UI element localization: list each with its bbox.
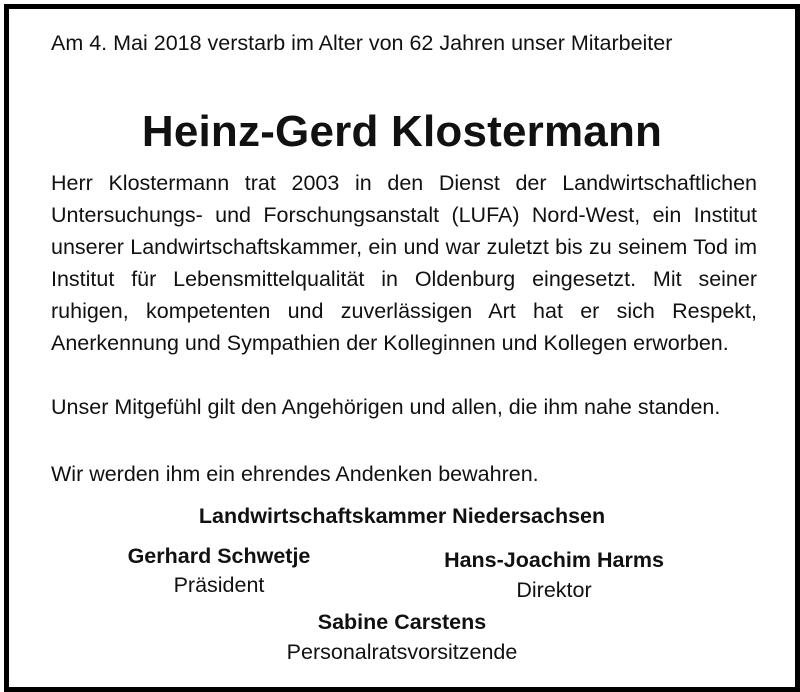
tribute-paragraph: Herr Klostermann trat 2003 in den Dienst der Landwirtschaftlichen Untersuchungs- und Forschungsanstalt (LUFA) Nord-West, ein Institut unserer Landwirtschaftskammer, ein und war zuletzt bis zu seinem Tod im Institut für Lebensmittelqualität in Oldenburg eingesetzt. Mit seiner ruhigen, kompetenten und zuverlässigen Art hat er sich Respekt, Anerkennung und Sympathien der Kolleginnen und Kollegen erworben. (51, 171, 757, 355)
condolence-paragraph: Unser Mitgefühl gilt den Angehörigen und allen, die ihm nahe standen. (51, 395, 721, 419)
organization-name: Landwirtschaftskammer Niedersachsen (198, 504, 606, 528)
signer-name: Hans-Joachim Harms (444, 548, 664, 572)
intro-text: Am 4. Mai 2018 verstarb im Alter von 62 Jahren unser Mitarbeiter (51, 31, 673, 55)
deceased-name: Heinz-Gerd Klostermann (141, 107, 663, 156)
signer-role: Präsident (173, 573, 265, 597)
signer-name: Gerhard Schwetje (127, 544, 311, 568)
signer-name: Sabine Carstens (317, 610, 487, 634)
signer-role: Personalratsvorsitzende (286, 640, 518, 664)
obituary-notice (4, 4, 800, 692)
remembrance-paragraph: Wir werden ihm ein ehrendes Andenken bewahren. (51, 462, 539, 486)
signer-role: Direktor (516, 578, 592, 602)
